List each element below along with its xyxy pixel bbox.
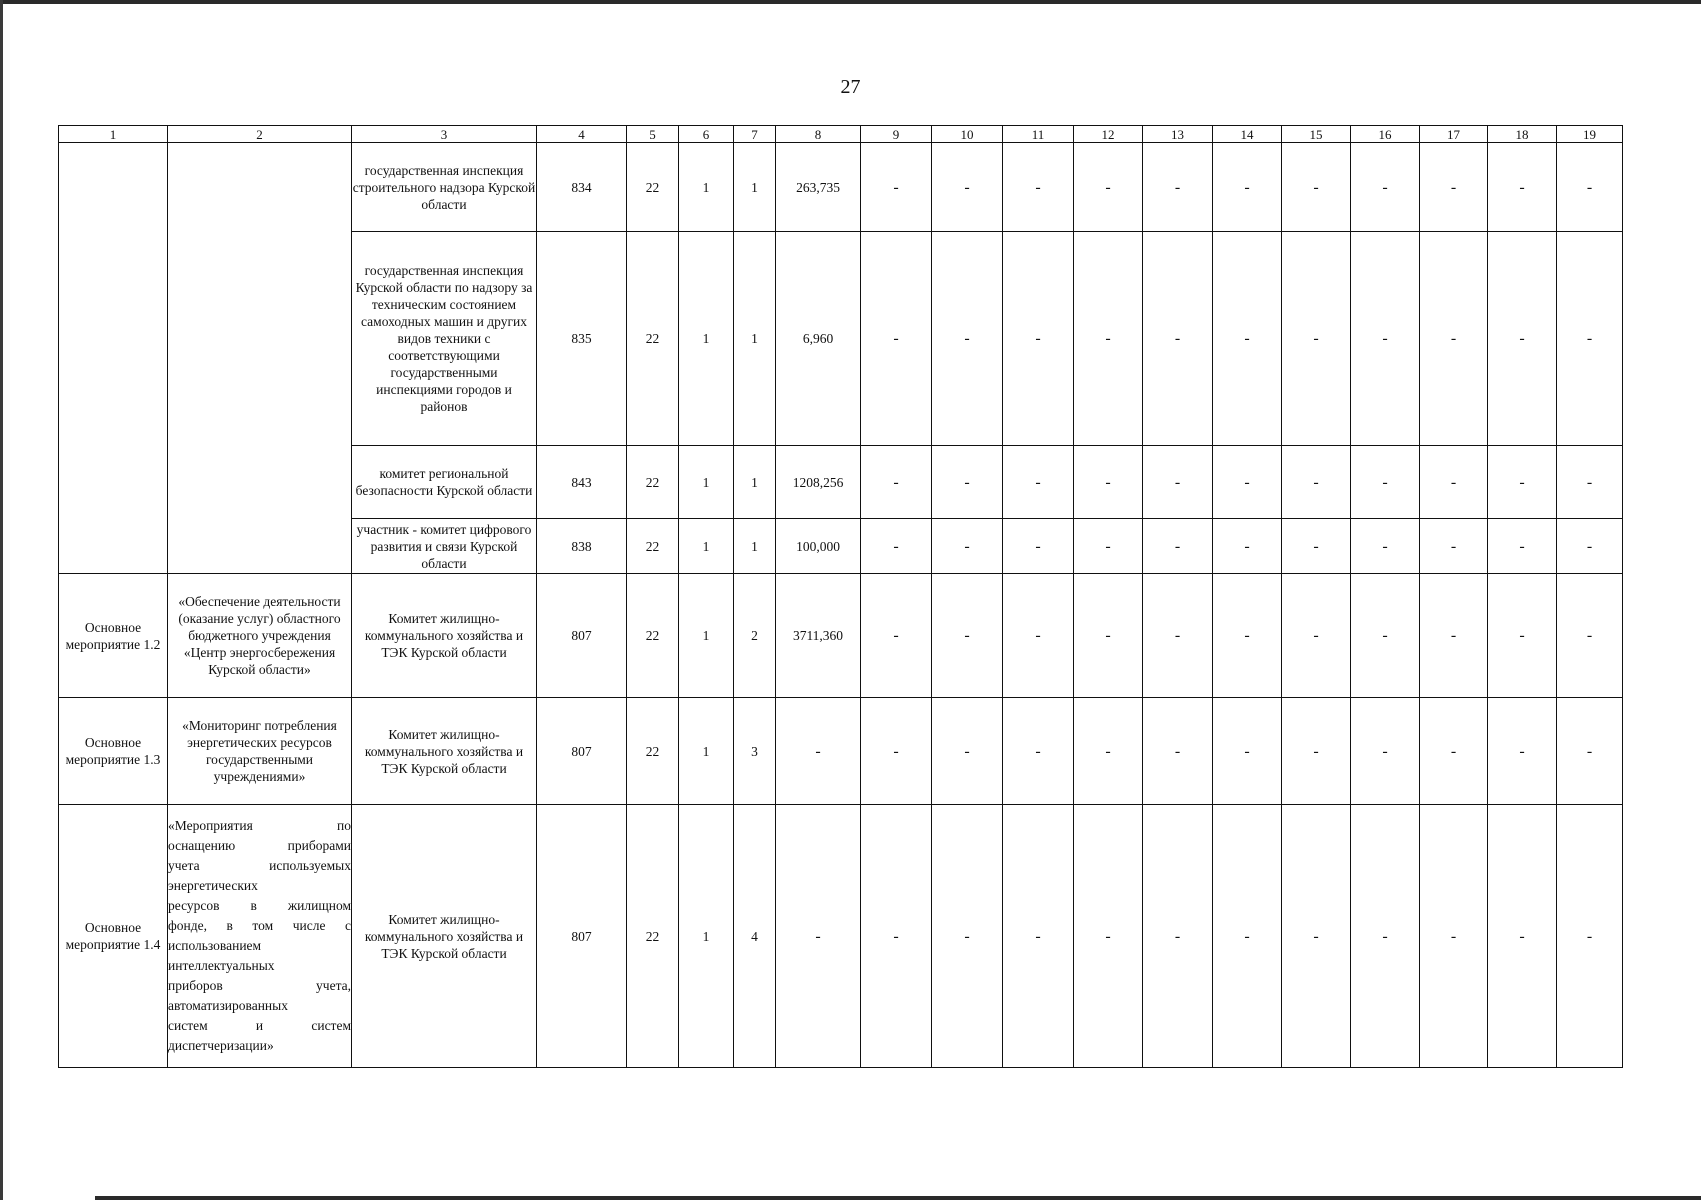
activity-name-line: оснащению приборами	[168, 838, 351, 853]
cell-col7: 1	[734, 143, 776, 232]
table-row	[59, 574, 1623, 698]
cell-col9: -	[861, 519, 932, 574]
cell-col19: -	[1557, 805, 1623, 1068]
header-cell-17: 17	[1420, 126, 1488, 143]
activity-name-line: «Мероприятия по	[168, 818, 351, 833]
cell-col11: -	[1003, 446, 1074, 519]
page-number: 27	[840, 76, 861, 98]
cell-col15: -	[1282, 698, 1351, 805]
cell-col8: 3711,360	[776, 574, 861, 698]
cell-col14: -	[1213, 805, 1282, 1068]
cell-col10: -	[932, 232, 1003, 446]
cell-activity-number: Основное мероприятие 1.2	[59, 574, 168, 698]
cell-col13: -	[1143, 574, 1213, 698]
cell-activity-number: Основное мероприятие 1.4	[59, 805, 168, 1068]
cell-executor: государственная инспекция строительного надзора Курской области	[352, 143, 537, 232]
cell-col13: -	[1143, 143, 1213, 232]
cell-activity-name	[168, 805, 352, 1068]
cell-col2-empty	[168, 143, 352, 574]
cell-col7: 4	[734, 805, 776, 1068]
activity-name-line: использованием	[168, 938, 262, 953]
header-cell-5: 5	[627, 126, 679, 143]
cell-col5: 22	[627, 805, 679, 1068]
header-cell-7: 7	[734, 126, 776, 143]
cell-col17: -	[1420, 574, 1488, 698]
cell-col9: -	[861, 698, 932, 805]
cell-col6: 1	[679, 574, 734, 698]
cell-col9: -	[861, 143, 932, 232]
cell-col15: -	[1282, 519, 1351, 574]
cell-col4: 843	[537, 446, 627, 519]
cell-col15: -	[1282, 446, 1351, 519]
activity-name-line: систем и систем	[168, 1018, 351, 1033]
cell-col14: -	[1213, 698, 1282, 805]
cell-executor: участник - комитет цифрового развития и связи Курской области	[352, 519, 537, 574]
cell-col16: -	[1351, 519, 1420, 574]
cell-col11: -	[1003, 574, 1074, 698]
activity-name-line: автоматизированных	[168, 998, 288, 1013]
cell-col14: -	[1213, 143, 1282, 232]
scan-border-top	[0, 0, 1701, 4]
cell-col10: -	[932, 446, 1003, 519]
cell-activity-name: «Обеспечение деятельности (оказание услуг) областного бюджетного учреждения «Центр энергосбережения Курской области»	[168, 574, 352, 698]
cell-col14: -	[1213, 519, 1282, 574]
cell-col10: -	[932, 143, 1003, 232]
scan-border-left	[0, 0, 3, 1200]
cell-col17: -	[1420, 232, 1488, 446]
cell-col12: -	[1074, 698, 1143, 805]
cell-col6: 1	[679, 143, 734, 232]
header-cell-4: 4	[537, 126, 627, 143]
cell-col11: -	[1003, 698, 1074, 805]
cell-activity-name: «Мониторинг потребления энергетических ресурсов государственными учреждениями»	[168, 698, 352, 805]
cell-col6: 1	[679, 232, 734, 446]
cell-executor: Комитет жилищно-коммунального хозяйства и ТЭК Курской области	[352, 805, 537, 1068]
cell-col10: -	[932, 805, 1003, 1068]
cell-col11: -	[1003, 143, 1074, 232]
cell-col19: -	[1557, 446, 1623, 519]
header-cell-1: 1	[59, 126, 168, 143]
cell-col13: -	[1143, 805, 1213, 1068]
header-cell-9: 9	[861, 126, 932, 143]
cell-col10: -	[932, 519, 1003, 574]
cell-col4: 835	[537, 232, 627, 446]
cell-col7: 3	[734, 698, 776, 805]
cell-col1-empty	[59, 143, 168, 574]
cell-col14: -	[1213, 446, 1282, 519]
cell-col11: -	[1003, 519, 1074, 574]
cell-col19: -	[1557, 698, 1623, 805]
cell-col7: 1	[734, 519, 776, 574]
cell-executor: государственная инспекция Курской области по надзору за техническим состоянием самоходных машин и других видов техники с соответствующими государственными инспекциями городов и районов	[352, 232, 537, 446]
cell-col6: 1	[679, 805, 734, 1068]
activity-name-line: ресурсов в жилищном	[168, 898, 351, 913]
activity-name-line: энергетических	[168, 878, 258, 893]
table-row	[59, 698, 1623, 805]
header-cell-10: 10	[932, 126, 1003, 143]
cell-col17: -	[1420, 143, 1488, 232]
cell-col15: -	[1282, 574, 1351, 698]
cell-col10: -	[932, 574, 1003, 698]
cell-col18: -	[1488, 143, 1557, 232]
header-cell-3: 3	[352, 126, 537, 143]
cell-col4: 807	[537, 805, 627, 1068]
cell-col16: -	[1351, 446, 1420, 519]
table-row	[59, 143, 1623, 232]
header-cell-8: 8	[776, 126, 861, 143]
cell-col19: -	[1557, 232, 1623, 446]
cell-col9: -	[861, 232, 932, 446]
cell-col5: 22	[627, 446, 679, 519]
cell-col13: -	[1143, 519, 1213, 574]
cell-col6: 1	[679, 698, 734, 805]
activity-name-line: диспетчеризации»	[168, 1038, 274, 1053]
cell-col17: -	[1420, 698, 1488, 805]
cell-col12: -	[1074, 232, 1143, 446]
cell-col17: -	[1420, 519, 1488, 574]
cell-col5: 22	[627, 519, 679, 574]
cell-col7: 1	[734, 446, 776, 519]
cell-col18: -	[1488, 805, 1557, 1068]
cell-col13: -	[1143, 232, 1213, 446]
cell-col15: -	[1282, 805, 1351, 1068]
cell-col9: -	[861, 446, 932, 519]
cell-col18: -	[1488, 232, 1557, 446]
header-cell-15: 15	[1282, 126, 1351, 143]
cell-col16: -	[1351, 698, 1420, 805]
cell-col12: -	[1074, 805, 1143, 1068]
cell-col5: 22	[627, 574, 679, 698]
cell-col7: 2	[734, 574, 776, 698]
cell-col10: -	[932, 698, 1003, 805]
cell-executor: Комитет жилищно-коммунального хозяйства и ТЭК Курской области	[352, 574, 537, 698]
cell-col7: 1	[734, 232, 776, 446]
header-cell-12: 12	[1074, 126, 1143, 143]
activity-name-line: интеллектуальных	[168, 958, 275, 973]
cell-executor: комитет региональной безопасности Курской области	[352, 446, 537, 519]
cell-col11: -	[1003, 805, 1074, 1068]
cell-col15: -	[1282, 143, 1351, 232]
cell-col16: -	[1351, 574, 1420, 698]
cell-col8: -	[776, 698, 861, 805]
cell-col17: -	[1420, 805, 1488, 1068]
cell-col8: 263,735	[776, 143, 861, 232]
budget-table	[58, 125, 1623, 1068]
cell-col4: 807	[537, 698, 627, 805]
cell-activity-number: Основное мероприятие 1.3	[59, 698, 168, 805]
activity-name-line: фонде, в том числе с	[168, 918, 351, 933]
cell-executor: Комитет жилищно-коммунального хозяйства и ТЭК Курской области	[352, 698, 537, 805]
header-cell-6: 6	[679, 126, 734, 143]
cell-col12: -	[1074, 574, 1143, 698]
cell-col4: 807	[537, 574, 627, 698]
cell-col19: -	[1557, 519, 1623, 574]
cell-col16: -	[1351, 805, 1420, 1068]
activity-name-line: учета используемых	[168, 858, 351, 873]
header-cell-16: 16	[1351, 126, 1420, 143]
cell-col8: 6,960	[776, 232, 861, 446]
cell-col9: -	[861, 574, 932, 698]
header-cell-14: 14	[1213, 126, 1282, 143]
cell-col5: 22	[627, 232, 679, 446]
cell-col9: -	[861, 805, 932, 1068]
cell-col14: -	[1213, 232, 1282, 446]
cell-col8: 1208,256	[776, 446, 861, 519]
header-cell-11: 11	[1003, 126, 1074, 143]
cell-col12: -	[1074, 143, 1143, 232]
cell-col19: -	[1557, 143, 1623, 232]
cell-col15: -	[1282, 232, 1351, 446]
table-row	[59, 805, 1623, 1068]
cell-col16: -	[1351, 232, 1420, 446]
cell-col4: 838	[537, 519, 627, 574]
cell-col11: -	[1003, 232, 1074, 446]
cell-col18: -	[1488, 574, 1557, 698]
cell-col17: -	[1420, 446, 1488, 519]
scan-border-bottom	[95, 1196, 1701, 1200]
cell-col5: 22	[627, 698, 679, 805]
cell-col6: 1	[679, 519, 734, 574]
header-cell-19: 19	[1557, 126, 1623, 143]
cell-col16: -	[1351, 143, 1420, 232]
cell-col12: -	[1074, 519, 1143, 574]
cell-col12: -	[1074, 446, 1143, 519]
header-row	[59, 126, 1623, 143]
header-cell-18: 18	[1488, 126, 1557, 143]
cell-col6: 1	[679, 446, 734, 519]
cell-col5: 22	[627, 143, 679, 232]
header-cell-2: 2	[168, 126, 352, 143]
cell-col8: -	[776, 805, 861, 1068]
cell-col13: -	[1143, 446, 1213, 519]
header-cell-13: 13	[1143, 126, 1213, 143]
cell-col13: -	[1143, 698, 1213, 805]
cell-col19: -	[1557, 574, 1623, 698]
activity-name-line: приборов учета,	[168, 978, 351, 993]
cell-col14: -	[1213, 574, 1282, 698]
cell-col18: -	[1488, 519, 1557, 574]
cell-col18: -	[1488, 446, 1557, 519]
cell-col8: 100,000	[776, 519, 861, 574]
cell-col4: 834	[537, 143, 627, 232]
cell-col18: -	[1488, 698, 1557, 805]
